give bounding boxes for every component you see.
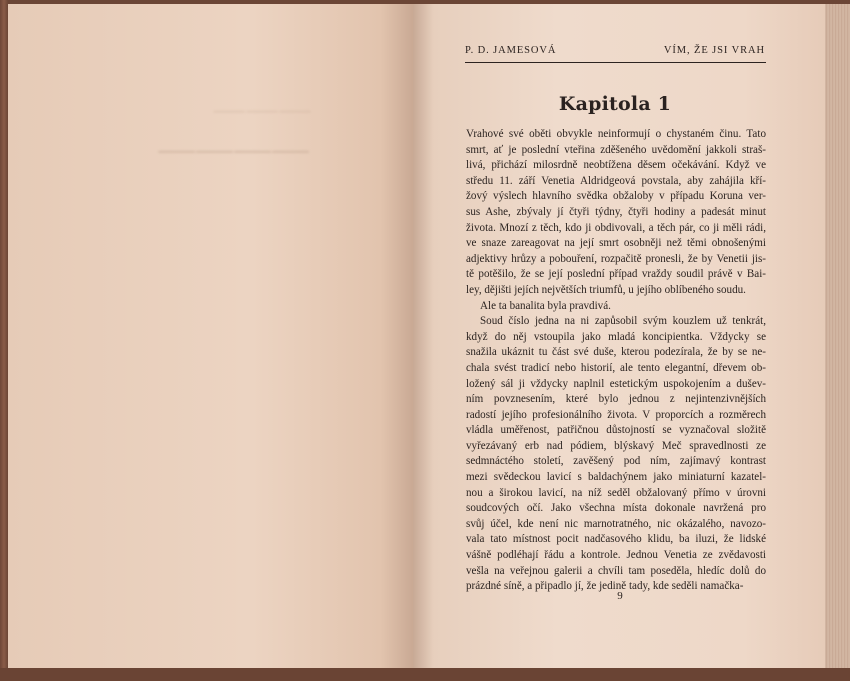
text-line: radostí jejího profesionálního života. V proporcích a rozměrech (466, 408, 766, 421)
text-line: soudcových očí. Jako všechna místa dokonale navržená pro (466, 502, 766, 515)
chapter-title: Kapitola 1 (558, 93, 672, 115)
text-line: mezi svědeckou lavicí s baldachýnem jako miniaturní kazatel- (466, 471, 766, 484)
text-line: ve snaze zareagovat na její smrt osobněji než těmi obnošenými (466, 237, 766, 250)
text-line: ložený sál ji vždycky naplnil estetickým uspokojením a dušev- (466, 377, 766, 390)
text-line: smrt, ať je poslední vteřina zděšeného uvědomění jakkoli straš- (466, 143, 766, 156)
text-line: vášně podléhají řádu a kontrole. Jednou Venetia ze zvědavosti (466, 549, 766, 562)
text-line: ním povznesením, které bylo jednou z nejintenzivnějších (466, 393, 766, 406)
page-edges (825, 4, 850, 681)
text-line: livá, přichází milosrdně neobtížena děsem očekávání. Když ve (466, 159, 766, 172)
text-line: Soud číslo jedna na ni zapůsobil svým kouzlem už tenkrát, (480, 315, 766, 328)
text-line: Vrahové své oběti obvykle neinformují o chystaném činu. Tato (466, 128, 766, 140)
running-head (465, 45, 765, 61)
left-page (8, 4, 413, 670)
text-line: sedmnáctého století, zavěšený pod ním, zajímavý kontrast (466, 455, 766, 468)
running-head-author: P. D. JAMESOVÁ (465, 45, 557, 56)
page-number: 9 (617, 590, 623, 602)
text-line: ley, dějišti jejích největších triumfů, u jejího oblíbeného soudu. (466, 283, 746, 296)
running-head-title: VÍM, ŽE JSI VRAH (663, 45, 765, 56)
text-line: vala tato místnost pocit nadčasového klidu, ba iluzi, že lidské (466, 533, 766, 546)
text-line: vyřezávaný erb nad pódiem, blýskavý Meč spravedlnosti ze (466, 439, 766, 452)
text-line: když do něj vstoupila jako mladá koncipientka. Vždycky se (466, 330, 766, 343)
text-line: prázdné síně, a připadlo jí, že jedině tady, kde seděli namačka- (466, 580, 744, 593)
text-line: svůj účel, kde není nic marnotratného, nic okázalého, navozo- (466, 517, 766, 530)
book-cover-edge (0, 668, 850, 681)
bleed-through-heading: ⸻⸻⸻⸻ (158, 144, 310, 160)
text-line: středu 11. září Venetia Aldridgeová povstala, aby zahájila kří- (466, 174, 766, 187)
body-text (466, 127, 766, 595)
bleed-through-text: ⸻⸻⸻ (213, 103, 312, 118)
text-line: sus Ashe, zbývaly jí čtyři týdny, čtyři hodiny a padesát minut (466, 205, 766, 218)
text-line: Ale ta banalita byla pravdivá. (480, 299, 611, 312)
text-line: žový výslech hlavního svědka obžaloby v případu Koruna ver- (466, 190, 766, 203)
text-line: vešla na veřejnou galerii a chvíli tam poseděla, hledíc dolů do (466, 564, 766, 577)
text-line: tě potěšilo, že se její poslední případ vraždy soudil právě v Bai- (466, 268, 766, 281)
text-line: vládla uměřenost, patřičnou důstojností se vyznačoval složitě (466, 424, 766, 437)
text-line: adjektivy hrůzy a pobouření, rozpačitě pronesli, že by Venetii jis- (466, 252, 766, 265)
text-line: nou a širokou lavicí, na níž seděl obžalovaný přímo v úrovni (466, 486, 766, 499)
text-line: života. Mnozí z těch, kdo ji obdivovali, a těch pár, co ji měli rádi, (466, 221, 766, 234)
text-line: chala svést tradicí nebo historií, ale tento elegantní, dřevem ob- (466, 361, 766, 374)
running-head-rule (465, 62, 766, 63)
text-line: snažila ukáznit tu část své duše, kterou podezírala, že by se ne- (466, 346, 766, 359)
